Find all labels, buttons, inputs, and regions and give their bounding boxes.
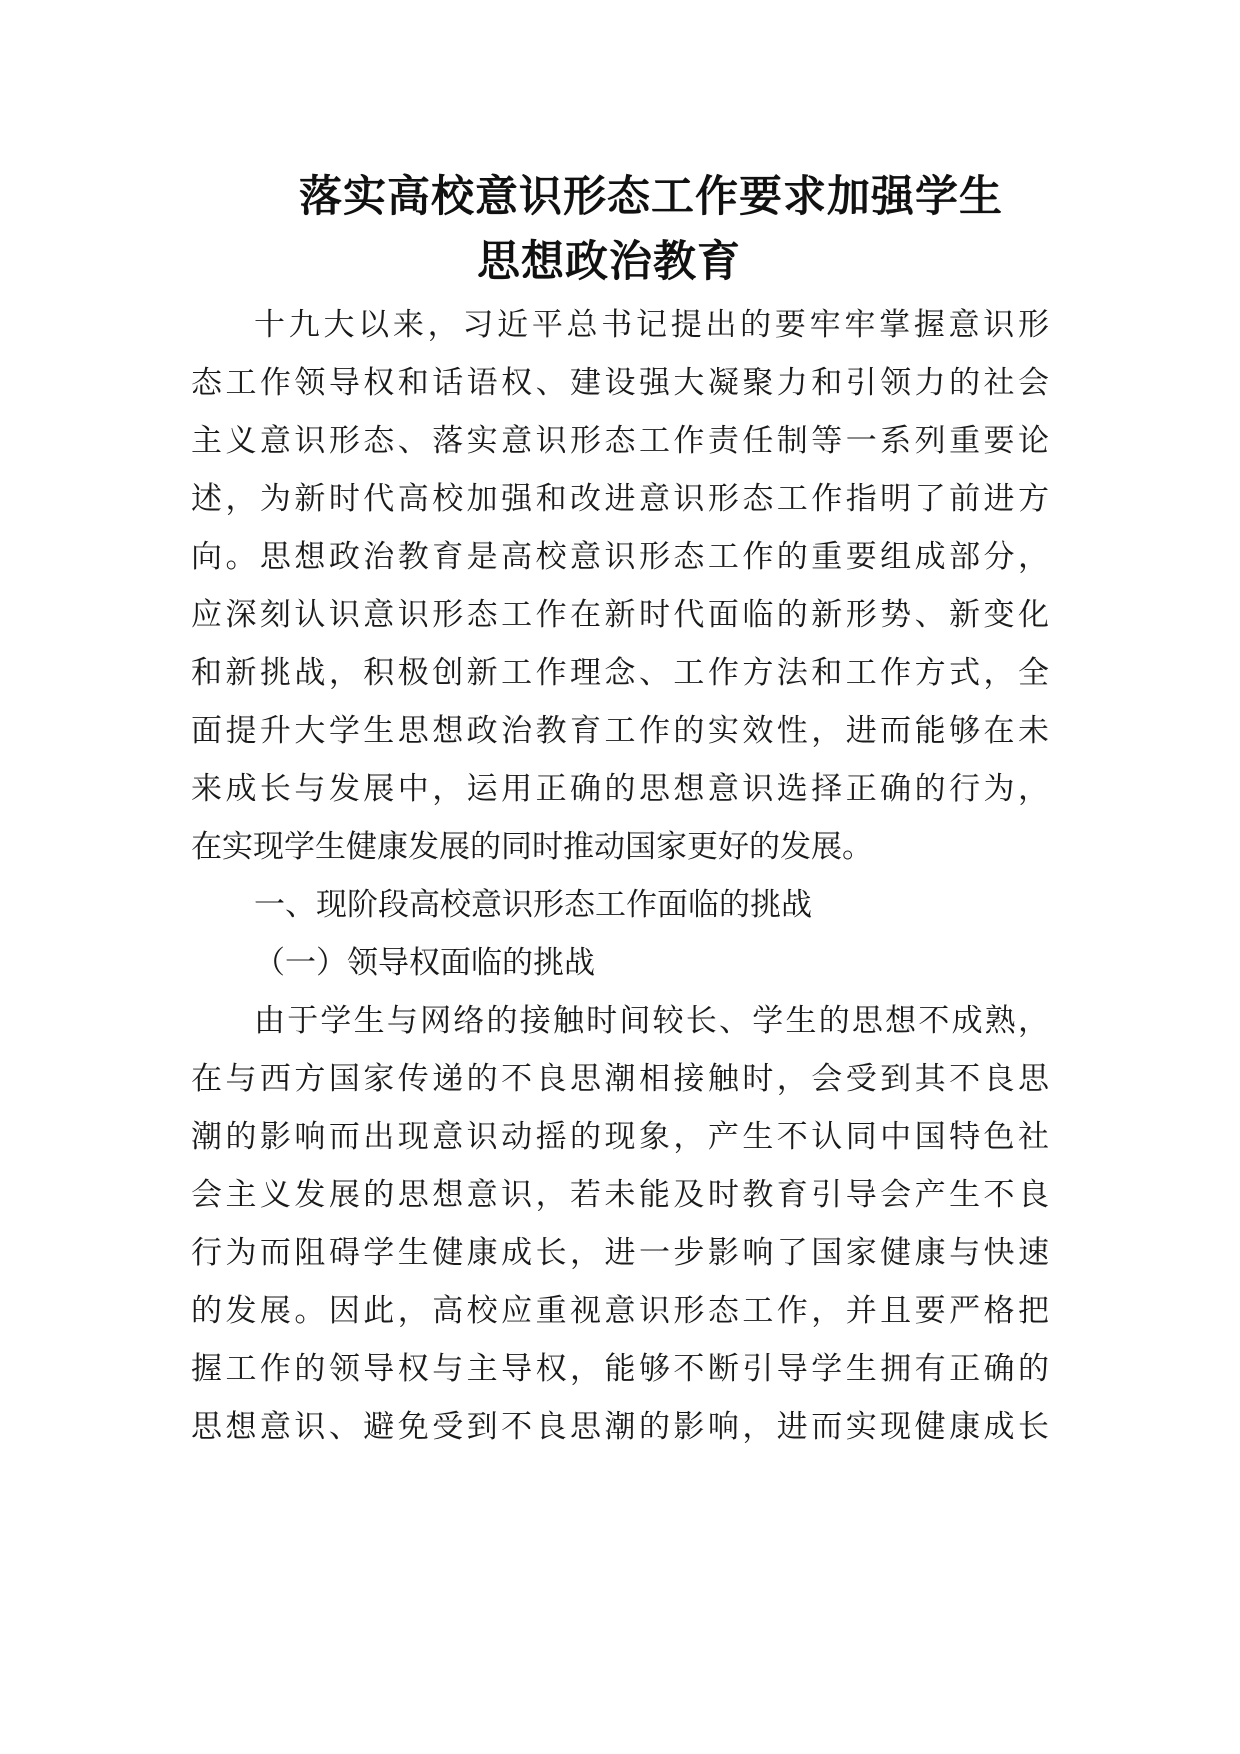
body-paragraph-line: 会主义发展的思想意识，若未能及时教育引导会产生不良 bbox=[191, 1177, 1049, 1213]
body-paragraph-line: 由于学生与网络的接触时间较长、学生的思想不成熟， bbox=[254, 1003, 1049, 1039]
intro-paragraph-line: 十九大以来，习近平总书记提出的要牢牢掌握意识形 bbox=[254, 307, 1049, 343]
intro-paragraph-line: 在实现学生健康发展的同时推动国家更好的发展。 bbox=[191, 829, 873, 865]
document-title-line-2: 思想政治教育 bbox=[477, 237, 741, 287]
intro-paragraph-line: 主义意识形态、落实意识形态工作责任制等一系列重要论 bbox=[191, 423, 1049, 459]
intro-paragraph-line: 述，为新时代高校加强和改进意识形态工作指明了前进方 bbox=[191, 481, 1049, 517]
subsection-heading: （一）领导权面临的挑战 bbox=[254, 945, 595, 981]
body-paragraph-line: 思想意识、避免受到不良思潮的影响，进而实现健康成长 bbox=[191, 1409, 1049, 1445]
intro-paragraph-line: 应深刻认识意识形态工作在新时代面临的新形势、新变化 bbox=[191, 597, 1049, 633]
intro-paragraph-line: 来成长与发展中，运用正确的思想意识选择正确的行为， bbox=[191, 771, 1049, 807]
body-paragraph-line: 握工作的领导权与主导权，能够不断引导学生拥有正确的 bbox=[191, 1351, 1049, 1387]
body-paragraph-line: 在与西方国家传递的不良思潮相接触时，会受到其不良思 bbox=[191, 1061, 1049, 1097]
body-paragraph-line: 行为而阻碍学生健康成长，进一步影响了国家健康与快速 bbox=[191, 1235, 1049, 1271]
body-paragraph-line: 的发展。因此，高校应重视意识形态工作，并且要严格把 bbox=[191, 1293, 1049, 1329]
body-paragraph-line: 潮的影响而出现意识动摇的现象，产生不认同中国特色社 bbox=[191, 1119, 1049, 1155]
intro-paragraph-line: 和新挑战，积极创新工作理念、工作方法和工作方式，全 bbox=[191, 655, 1049, 691]
section-heading: 一、现阶段高校意识形态工作面临的挑战 bbox=[254, 887, 812, 923]
intro-paragraph-line: 面提升大学生思想政治教育工作的实效性，进而能够在未 bbox=[191, 713, 1049, 749]
intro-paragraph-line: 向。思想政治教育是高校意识形态工作的重要组成部分， bbox=[191, 539, 1049, 575]
intro-paragraph-line: 态工作领导权和话语权、建设强大凝聚力和引领力的社会 bbox=[191, 365, 1049, 401]
document-title-line-1: 落实高校意识形态工作要求加强学生 bbox=[299, 172, 1003, 222]
